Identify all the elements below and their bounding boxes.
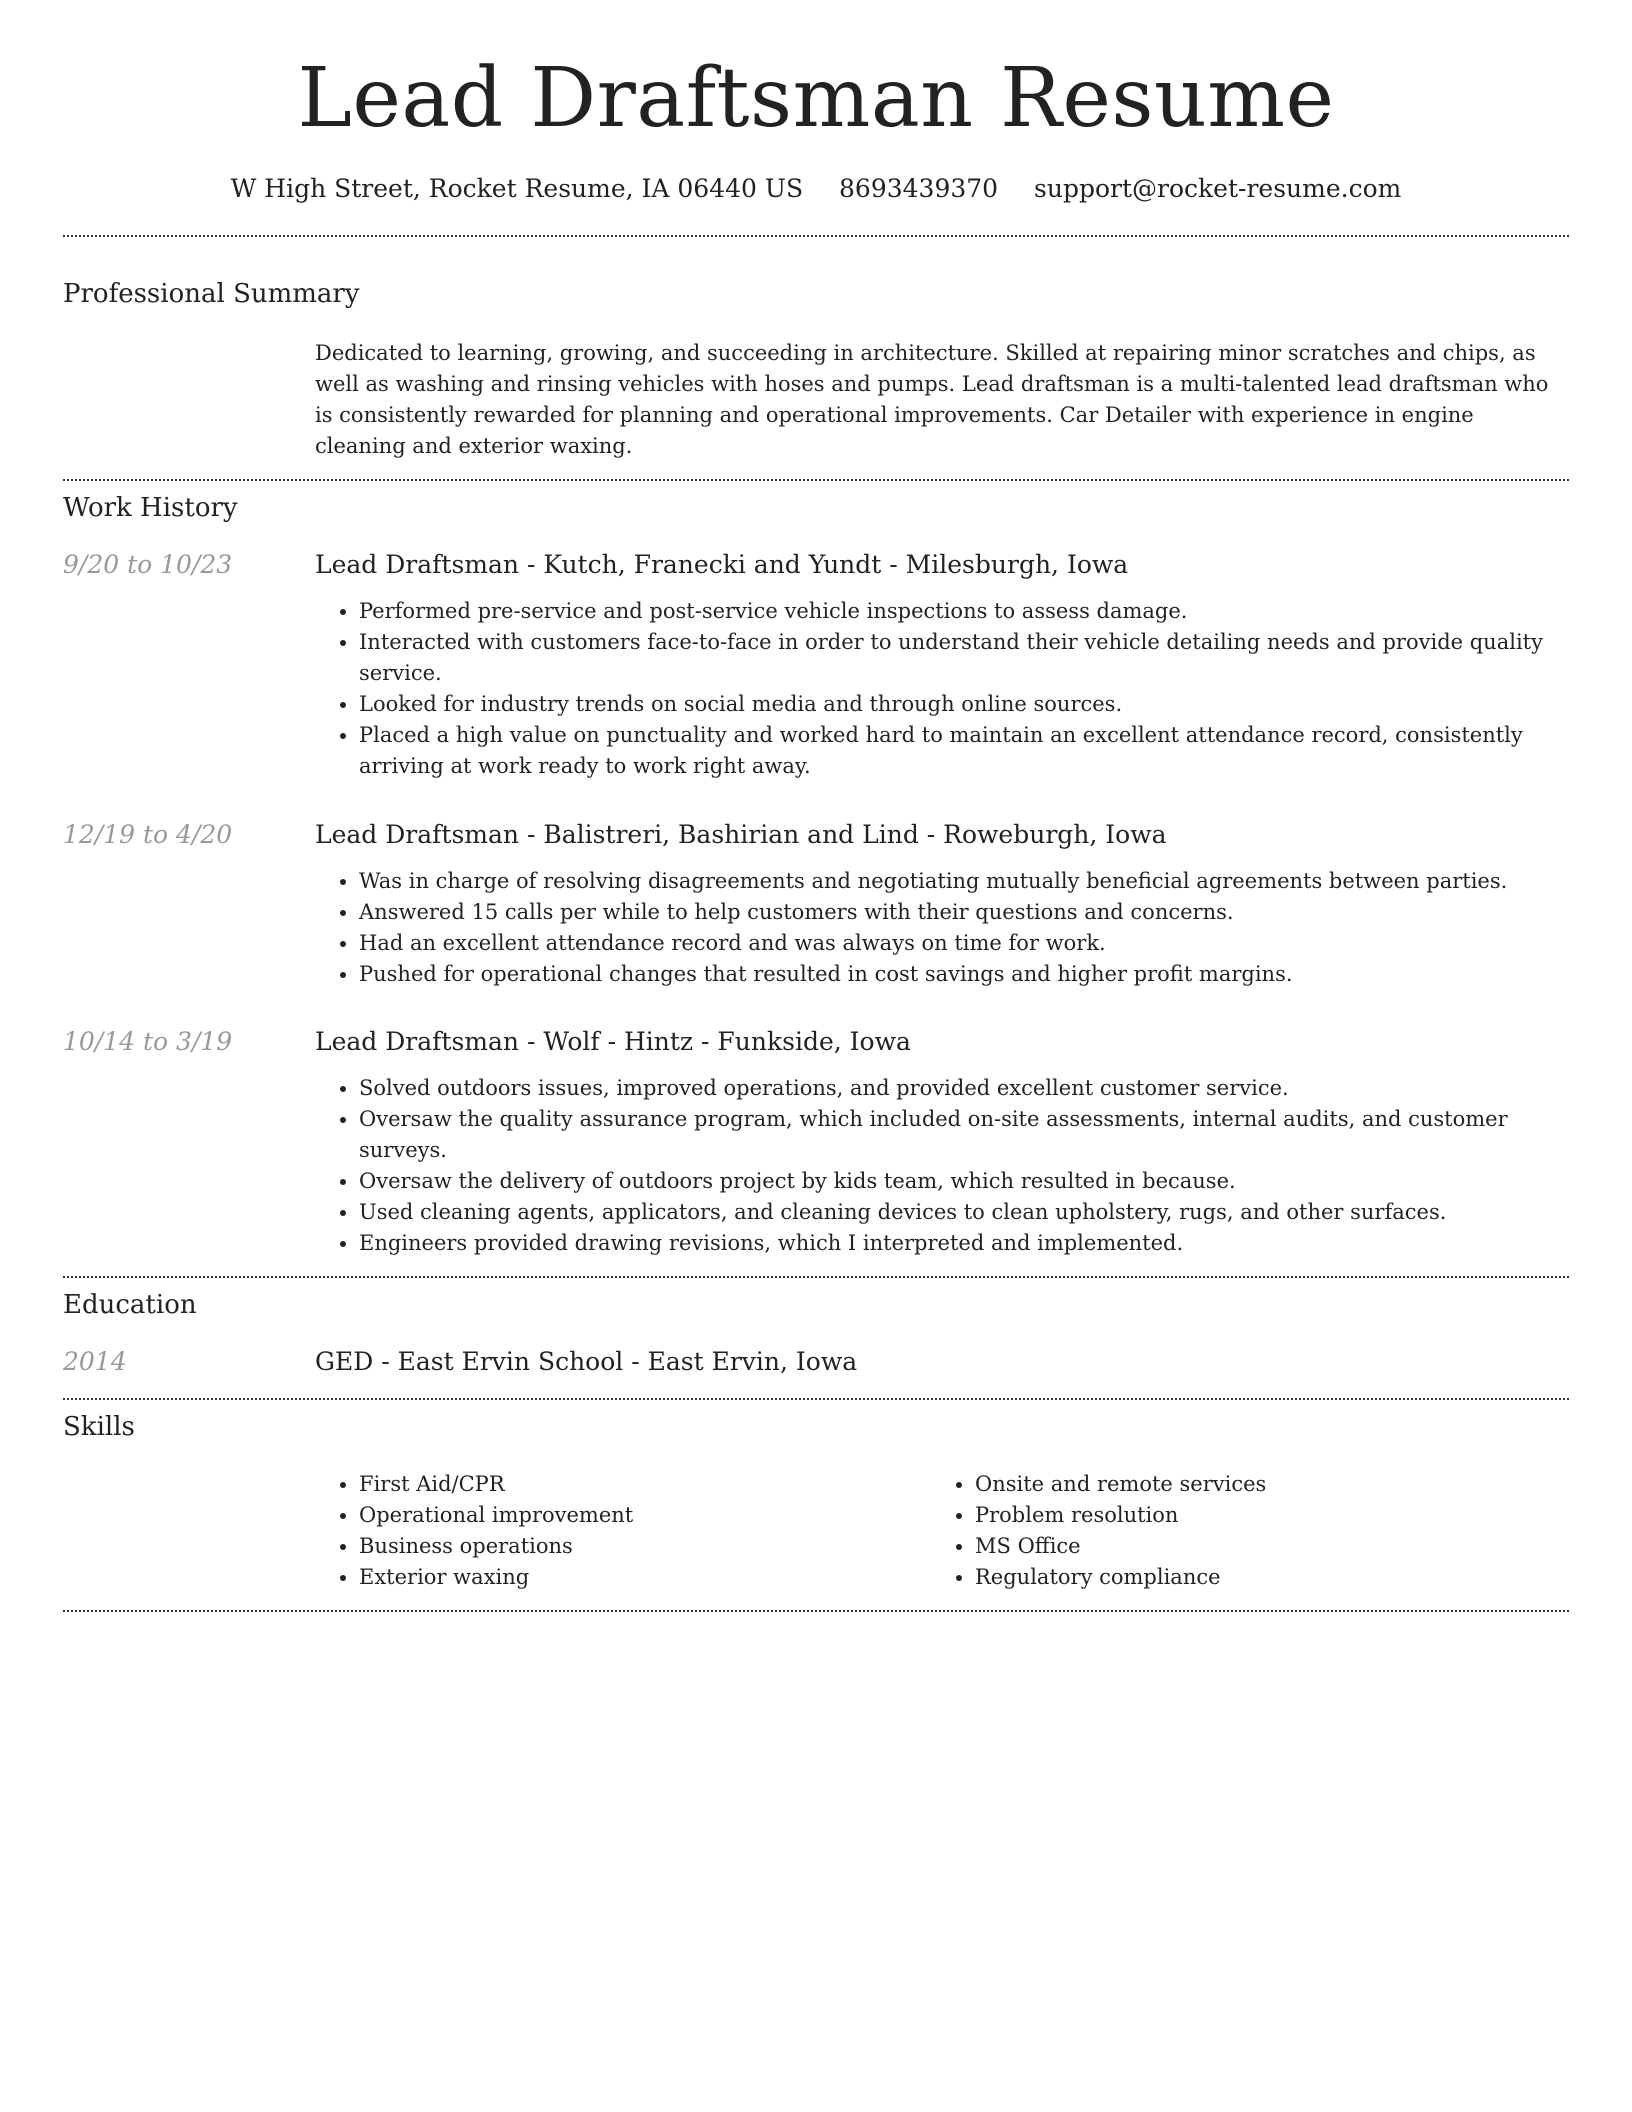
skills-list	[315, 1469, 1569, 1593]
list-item: • Problem resolution	[975, 1500, 1547, 1531]
list-item: • Placed a high value on punctuality and worked hard to maintain an excellent attendance record, consistently arriving at work ready to work right away.	[359, 720, 1569, 782]
summary-section	[63, 237, 1569, 462]
list-item: • Interacted with customers face-to-face in order to understand their vehicle detailing needs and provide quality service.	[359, 627, 1569, 689]
job-body	[315, 550, 1569, 782]
section-heading-work-history: Work History	[63, 493, 238, 524]
job-body	[315, 1027, 1569, 1259]
job-entry	[63, 1027, 1569, 1259]
job-dates: 12/19 to 4/20	[63, 819, 233, 849]
list-item: • Oversaw the delivery of outdoors project by kids team, which resulted in because.	[359, 1166, 1569, 1197]
contact-address: W High Street, Rocket Resume, IA 06440 US	[230, 174, 804, 204]
job-title: Lead Draftsman - Balistreri, Bashirian and Lind - Roweburgh, Iowa	[315, 819, 1167, 849]
list-item: • Pushed for operational changes that resulted in cost savings and higher profit margins.	[359, 959, 1569, 990]
list-item: • Operational improvement	[359, 1500, 931, 1531]
contact-email: support@rocket-resume.com	[1034, 174, 1402, 204]
list-item: • Business operations	[359, 1531, 931, 1562]
job-title: Lead Draftsman - Wolf - Hintz - Funkside, Iowa	[315, 1026, 911, 1056]
list-item: • Oversaw the quality assurance program, which included on-site assessments, internal audits, and customer surveys.	[359, 1104, 1569, 1166]
list-item: • Performed pre-service and post-service vehicle inspections to assess damage.	[359, 596, 1569, 627]
section-heading-education: Education	[63, 1289, 197, 1320]
divider	[63, 1610, 1569, 1612]
work-history-section	[63, 481, 1569, 1258]
list-item: • Regulatory compliance	[975, 1562, 1547, 1593]
section-heading-summary: Professional Summary	[63, 279, 360, 310]
job-dates: 9/20 to 10/23	[63, 549, 233, 579]
skills-section	[63, 1400, 1569, 1593]
list-item: • Looked for industry trends on social media and through online sources.	[359, 689, 1569, 720]
job-entry	[63, 820, 1569, 990]
contact-line	[63, 174, 1569, 204]
list-item: • Had an excellent attendance record and was always on time for work.	[359, 928, 1569, 959]
education-body	[315, 1347, 1569, 1377]
list-item: • Exterior waxing	[359, 1562, 931, 1593]
job-body	[315, 820, 1569, 990]
list-item: • MS Office	[975, 1531, 1547, 1562]
education-section	[63, 1278, 1569, 1377]
list-item: • Onsite and remote services	[975, 1469, 1547, 1500]
skills-column-left	[315, 1469, 931, 1593]
job-title: Lead Draftsman - Kutch, Franecki and Yundt - Milesburgh, Iowa	[315, 549, 1129, 579]
section-heading-skills: Skills	[63, 1411, 135, 1442]
list-item: • Engineers provided drawing revisions, which I interpreted and implemented.	[359, 1228, 1569, 1259]
skills-column-right	[931, 1469, 1547, 1593]
education-title: GED - East Ervin School - East Ervin, Iowa	[315, 1346, 858, 1376]
list-item: • Solved outdoors issues, improved operations, and provided excellent customer service.	[359, 1073, 1569, 1104]
list-item: • Used cleaning agents, applicators, and cleaning devices to clean upholstery, rugs, and other surfaces.	[359, 1197, 1569, 1228]
list-item: • Answered 15 calls per while to help customers with their questions and concerns.	[359, 897, 1569, 928]
contact-phone: 8693439370	[839, 174, 999, 204]
education-entry	[63, 1347, 1569, 1377]
job-bullets	[315, 866, 1569, 990]
job-bullets	[315, 596, 1569, 782]
list-item: • Was in charge of resolving disagreements and negotiating mutually beneficial agreements between parties.	[359, 866, 1569, 897]
job-entry	[63, 550, 1569, 782]
job-dates: 10/14 to 3/19	[63, 1026, 233, 1056]
education-dates: 2014	[63, 1346, 127, 1376]
page-title: Lead Draftsman Resume	[297, 51, 1335, 146]
summary-text: Dedicated to learning, growing, and succeeding in architecture. Skilled at repairing minor scratches and chips, as well as washing and rinsing vehicles with hoses and pumps. Lead draftsman is a multi-talented lead draftsman who is consistently rewarded for planning and operational improvements. Car Detailer with experience in engine cleaning and exterior waxing.	[315, 341, 1549, 459]
list-item: • First Aid/CPR	[359, 1469, 931, 1500]
job-bullets	[315, 1073, 1569, 1259]
